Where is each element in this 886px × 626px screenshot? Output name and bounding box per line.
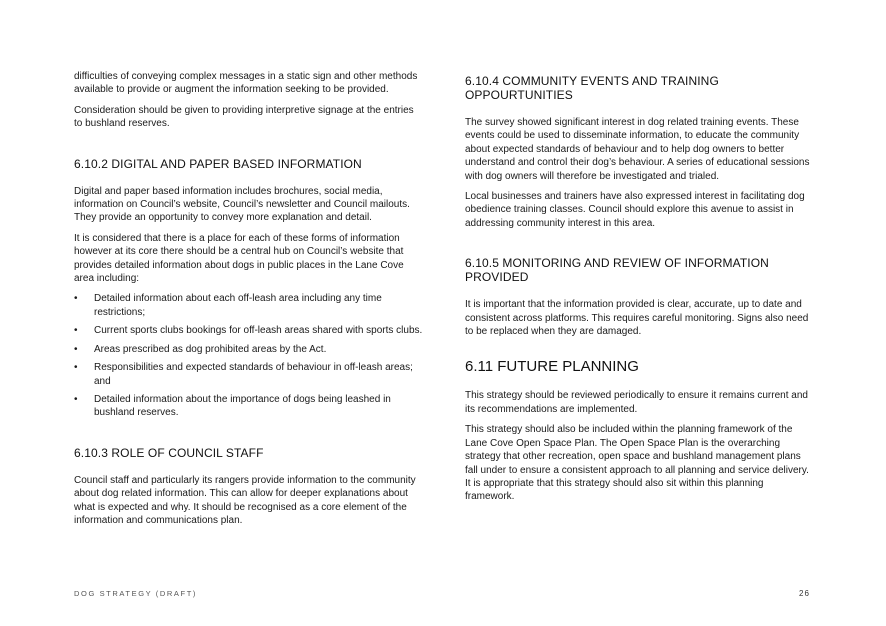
right-column bbox=[465, 74, 815, 511]
list-item bbox=[74, 343, 424, 356]
body-paragraph: The survey showed significant interest in dog related training events. These events could be used to disseminate information, to educate the community about expected standards of behaviour and to help dog owners to better understand and control their dog’s behaviour. A series of educational sessions with dog owners will therefore be investigated and trialed. bbox=[465, 117, 810, 182]
page-number: 26 bbox=[799, 589, 810, 598]
body-paragraph: It is important that the information provided is clear, accurate, up to date and consistent across platforms. This requires careful monitoring. Signs also need to be replaced when they are damaged. bbox=[465, 299, 809, 338]
bullet-icon: • bbox=[74, 362, 78, 374]
body-paragraph: It is considered that there is a place for each of these forms of information however at its core there should be a central hub on Council’s website that provides detailed information about dogs in public places in the Lane Cove area including: bbox=[74, 232, 404, 285]
bullet-list bbox=[74, 292, 424, 419]
bullet-icon: • bbox=[74, 293, 78, 305]
body-paragraph: Council staff and particularly its rangers provide information to the community about dog related information. This can allow for deeper explanations about what is expected and why. It should be recognised as a core element of the information and communications plan. bbox=[74, 474, 416, 526]
section-heading-6-11: 6.11 FUTURE PLANNING bbox=[465, 358, 639, 376]
left-column bbox=[74, 70, 424, 534]
body-paragraph: This strategy should also be included within the planning framework of the Lane Cove Open Space Plan. The Open Space Plan is the overarching strategy that other recreation, open space and bushland management plans fall under to ensure a consistent approach to all planning and service delivery. It is appropriate that this strategy should also sit within this planning framework. bbox=[465, 424, 809, 503]
list-item bbox=[74, 361, 424, 388]
list-item-text: Responsibilities and expected standards of behaviour in off-leash areas; and bbox=[94, 362, 413, 387]
list-item-text: Detailed information about the importance of dogs being leashed in bushland reserves. bbox=[94, 393, 391, 419]
list-item-text: Areas prescribed as dog prohibited areas by the Act. bbox=[94, 343, 327, 355]
section-heading-6-10-4: 6.10.4 COMMUNITY EVENTS AND TRAINING OPPOURTUNITIES bbox=[465, 74, 719, 102]
body-paragraph: This strategy should be reviewed periodically to ensure it remains current and its recommendations are implemented. bbox=[465, 390, 808, 415]
intro-paragraph: Consideration should be given to providing interpretive signage at the entries to bushland reserves. bbox=[74, 104, 414, 130]
body-paragraph: Digital and paper based information includes brochures, social media, information on Council’s website, Council’s newsletter and Council mailouts. They provide an opportunity to convey more explanation and detail. bbox=[74, 185, 410, 224]
bullet-icon: • bbox=[74, 325, 78, 337]
bullet-icon: • bbox=[74, 393, 78, 405]
list-item-text: Detailed information about each off-leash area including any time restrictions; bbox=[94, 293, 382, 318]
footer-document-title: DOG STRATEGY (DRAFT) bbox=[74, 589, 197, 598]
section-heading-6-10-5: 6.10.5 MONITORING AND REVIEW OF INFORMATION PROVIDED bbox=[465, 256, 769, 285]
bullet-icon: • bbox=[74, 343, 78, 355]
intro-paragraph: difficulties of conveying complex messages in a static sign and other methods available to provide or augment the information seeking to be provided. bbox=[74, 71, 418, 96]
section-heading-6-10-3: 6.10.3 ROLE OF COUNCIL STAFF bbox=[74, 445, 264, 460]
list-item bbox=[74, 292, 424, 319]
list-item bbox=[74, 324, 424, 337]
section-heading-6-10-2: 6.10.2 DIGITAL AND PAPER BASED INFORMATION bbox=[74, 156, 362, 171]
body-paragraph: Local businesses and trainers have also expressed interest in facilitating dog obedience training classes. Council should explore this avenue to assist in addressing community interest in this area. bbox=[465, 191, 805, 229]
list-item bbox=[74, 393, 424, 420]
list-item-text: Current sports clubs bookings for off-leash areas shared with sports clubs. bbox=[94, 325, 423, 337]
